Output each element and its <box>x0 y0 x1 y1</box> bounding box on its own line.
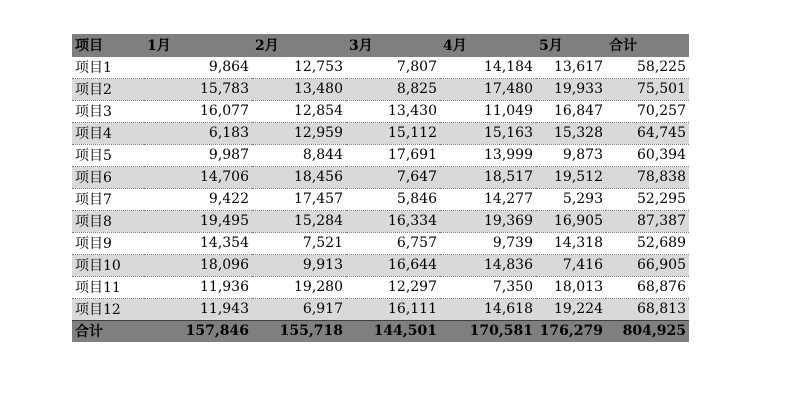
table-cell: 16,644 <box>346 254 440 276</box>
table-cell: 68,876 <box>606 276 689 298</box>
row-label: 项目9 <box>72 232 144 254</box>
table-cell: 11,936 <box>144 276 252 298</box>
row-label: 项目5 <box>72 144 144 166</box>
table-cell: 16,334 <box>346 210 440 232</box>
header-mar: 3月 <box>346 34 440 56</box>
table-row <box>72 144 689 166</box>
table-cell: 19,495 <box>144 210 252 232</box>
table-cell: 13,999 <box>440 144 536 166</box>
row-label: 项目8 <box>72 210 144 232</box>
table-cell: 13,430 <box>346 100 440 122</box>
table-cell: 16,111 <box>346 298 440 320</box>
table-cell: 9,873 <box>536 144 606 166</box>
table-cell: 9,913 <box>252 254 346 276</box>
table-cell: 13,480 <box>252 78 346 100</box>
row-label: 项目4 <box>72 122 144 144</box>
table-row <box>72 122 689 144</box>
table-cell: 66,905 <box>606 254 689 276</box>
table-cell: 17,691 <box>346 144 440 166</box>
table-cell: 9,422 <box>144 188 252 210</box>
header-jan: 1月 <box>144 34 252 56</box>
table-cell: 87,387 <box>606 210 689 232</box>
table-cell: 78,838 <box>606 166 689 188</box>
header-feb: 2月 <box>252 34 346 56</box>
row-label: 项目10 <box>72 254 144 276</box>
row-label: 项目12 <box>72 298 144 320</box>
table-cell: 5,846 <box>346 188 440 210</box>
table-cell: 16,077 <box>144 100 252 122</box>
table-cell: 60,394 <box>606 144 689 166</box>
table-cell: 75,501 <box>606 78 689 100</box>
total-row <box>72 320 689 342</box>
table-cell: 6,757 <box>346 232 440 254</box>
table-row <box>72 100 689 122</box>
table-cell: 18,456 <box>252 166 346 188</box>
table-row <box>72 78 689 100</box>
table-cell: 18,096 <box>144 254 252 276</box>
table-cell: 14,836 <box>440 254 536 276</box>
row-label: 项目1 <box>72 56 144 78</box>
table-cell: 52,295 <box>606 188 689 210</box>
table-cell: 11,049 <box>440 100 536 122</box>
table-cell: 12,297 <box>346 276 440 298</box>
table-cell: 68,813 <box>606 298 689 320</box>
table-cell: 8,825 <box>346 78 440 100</box>
table-cell: 64,745 <box>606 122 689 144</box>
table-row <box>72 166 689 188</box>
row-label: 项目11 <box>72 276 144 298</box>
table-body <box>72 56 689 320</box>
table-cell: 15,328 <box>536 122 606 144</box>
table-cell: 12,854 <box>252 100 346 122</box>
table-cell: 15,284 <box>252 210 346 232</box>
table-cell: 6,917 <box>252 298 346 320</box>
table-cell: 7,807 <box>346 56 440 78</box>
header-row <box>72 34 689 56</box>
table-cell: 9,987 <box>144 144 252 166</box>
row-label: 项目6 <box>72 166 144 188</box>
table-row <box>72 56 689 78</box>
table-cell: 16,905 <box>536 210 606 232</box>
table-cell: 19,224 <box>536 298 606 320</box>
total-cell: 170,581 <box>440 320 536 342</box>
total-cell: 144,501 <box>346 320 440 342</box>
table-cell: 19,280 <box>252 276 346 298</box>
table-cell: 19,933 <box>536 78 606 100</box>
table-cell: 7,350 <box>440 276 536 298</box>
table-cell: 17,480 <box>440 78 536 100</box>
total-cell: 804,925 <box>606 320 689 342</box>
table-cell: 19,369 <box>440 210 536 232</box>
table-cell: 7,416 <box>536 254 606 276</box>
table-cell: 7,647 <box>346 166 440 188</box>
data-table <box>72 34 689 342</box>
header-apr: 4月 <box>440 34 536 56</box>
table-cell: 70,257 <box>606 100 689 122</box>
table-cell: 15,783 <box>144 78 252 100</box>
table-row <box>72 188 689 210</box>
total-cell: 157,846 <box>144 320 252 342</box>
table-row <box>72 210 689 232</box>
table-row <box>72 254 689 276</box>
table-row <box>72 276 689 298</box>
table-cell: 14,354 <box>144 232 252 254</box>
table-cell: 15,163 <box>440 122 536 144</box>
header-item: 项目 <box>72 34 144 56</box>
table-row <box>72 298 689 320</box>
total-label: 合计 <box>72 320 144 342</box>
table-row <box>72 232 689 254</box>
table-cell: 9,739 <box>440 232 536 254</box>
table-cell: 19,512 <box>536 166 606 188</box>
table-cell: 14,277 <box>440 188 536 210</box>
table-cell: 52,689 <box>606 232 689 254</box>
row-label: 项目2 <box>72 78 144 100</box>
table-cell: 9,864 <box>144 56 252 78</box>
table-cell: 6,183 <box>144 122 252 144</box>
table-cell: 12,959 <box>252 122 346 144</box>
total-cell: 176,279 <box>536 320 606 342</box>
table-cell: 14,318 <box>536 232 606 254</box>
table-cell: 18,013 <box>536 276 606 298</box>
row-label: 项目7 <box>72 188 144 210</box>
table-cell: 15,112 <box>346 122 440 144</box>
table-cell: 14,184 <box>440 56 536 78</box>
table-cell: 8,844 <box>252 144 346 166</box>
table-cell: 7,521 <box>252 232 346 254</box>
header-total: 合计 <box>606 34 689 56</box>
header-may: 5月 <box>536 34 606 56</box>
table-cell: 13,617 <box>536 56 606 78</box>
table-cell: 14,618 <box>440 298 536 320</box>
table-cell: 5,293 <box>536 188 606 210</box>
row-label: 项目3 <box>72 100 144 122</box>
table-cell: 11,943 <box>144 298 252 320</box>
table-cell: 12,753 <box>252 56 346 78</box>
table-cell: 14,706 <box>144 166 252 188</box>
table-cell: 16,847 <box>536 100 606 122</box>
total-cell: 155,718 <box>252 320 346 342</box>
table-cell: 18,517 <box>440 166 536 188</box>
table-cell: 58,225 <box>606 56 689 78</box>
table-cell: 17,457 <box>252 188 346 210</box>
